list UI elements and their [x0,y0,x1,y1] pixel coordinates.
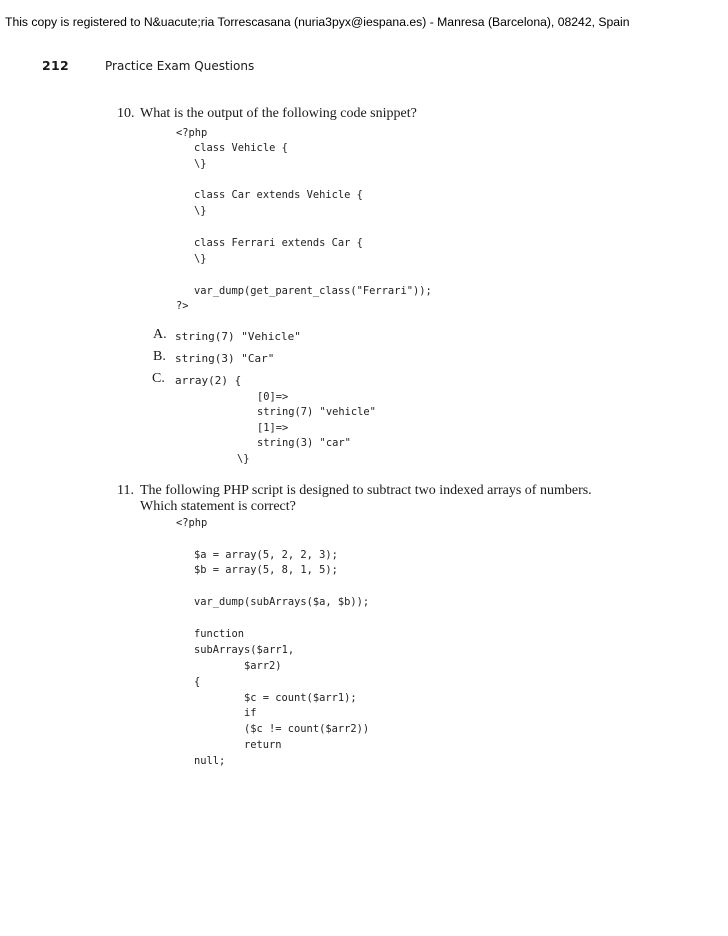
code-line: [1]=> [257,422,289,434]
option-text: array(2) { [175,374,242,387]
code-line: class Ferrari extends Car { [194,237,363,249]
question-text: What is the output of the following code snippet? [140,106,417,121]
code-line: \} [194,158,207,170]
option-text: string(3) "Car" [175,352,275,365]
code-line: string(3) "car" [257,437,351,449]
code-line: { [194,676,201,688]
code-line: class Vehicle { [194,142,288,154]
question-text: Which statement is correct? [140,499,296,514]
code-line: class Car extends Vehicle { [194,189,363,201]
code-line: $c = count($arr1); [244,692,357,704]
code-line: [0]=> [257,391,289,403]
question-text: The following PHP script is designed to subtract two indexed arrays of numbers. [140,483,592,498]
running-head: Practice Exam Questions [105,59,255,73]
code-line: var_dump(get_parent_class("Ferrari")); [194,285,432,297]
code-line: subArrays($arr1, [194,644,295,656]
code-line: $b = array(5, 8, 1, 5); [194,564,338,576]
option-letter: A. [153,327,167,342]
code-line: function [194,628,245,640]
option-text: string(7) "Vehicle" [175,330,301,343]
code-line: null; [194,755,226,767]
question-number: 10. [117,106,135,121]
code-line: ($c != count($arr2)) [244,723,370,735]
code-line: <?php [176,127,208,139]
code-line: string(7) "vehicle" [257,406,376,418]
code-line: \} [194,253,207,265]
option-letter: C. [152,371,165,386]
code-line: ?> [176,300,189,312]
code-line: return [244,739,282,751]
page-number: 212 [42,58,69,73]
code-line: $a = array(5, 2, 2, 3); [194,549,338,561]
option-letter: B. [153,349,166,364]
registration-watermark: This copy is registered to N&uacute;ria Torrescasana (nuria3pyx@iespana.es) - Manresa (Barcelona), 08242, Spain [5,15,630,29]
code-line: $arr2) [244,660,282,672]
code-line: var_dump(subArrays($a, $b)); [194,596,370,608]
code-line: <?php [176,517,208,529]
code-line: \} [194,205,207,217]
code-line: \} [237,453,250,465]
question-number: 11. [117,483,134,498]
code-line: if [244,707,257,719]
